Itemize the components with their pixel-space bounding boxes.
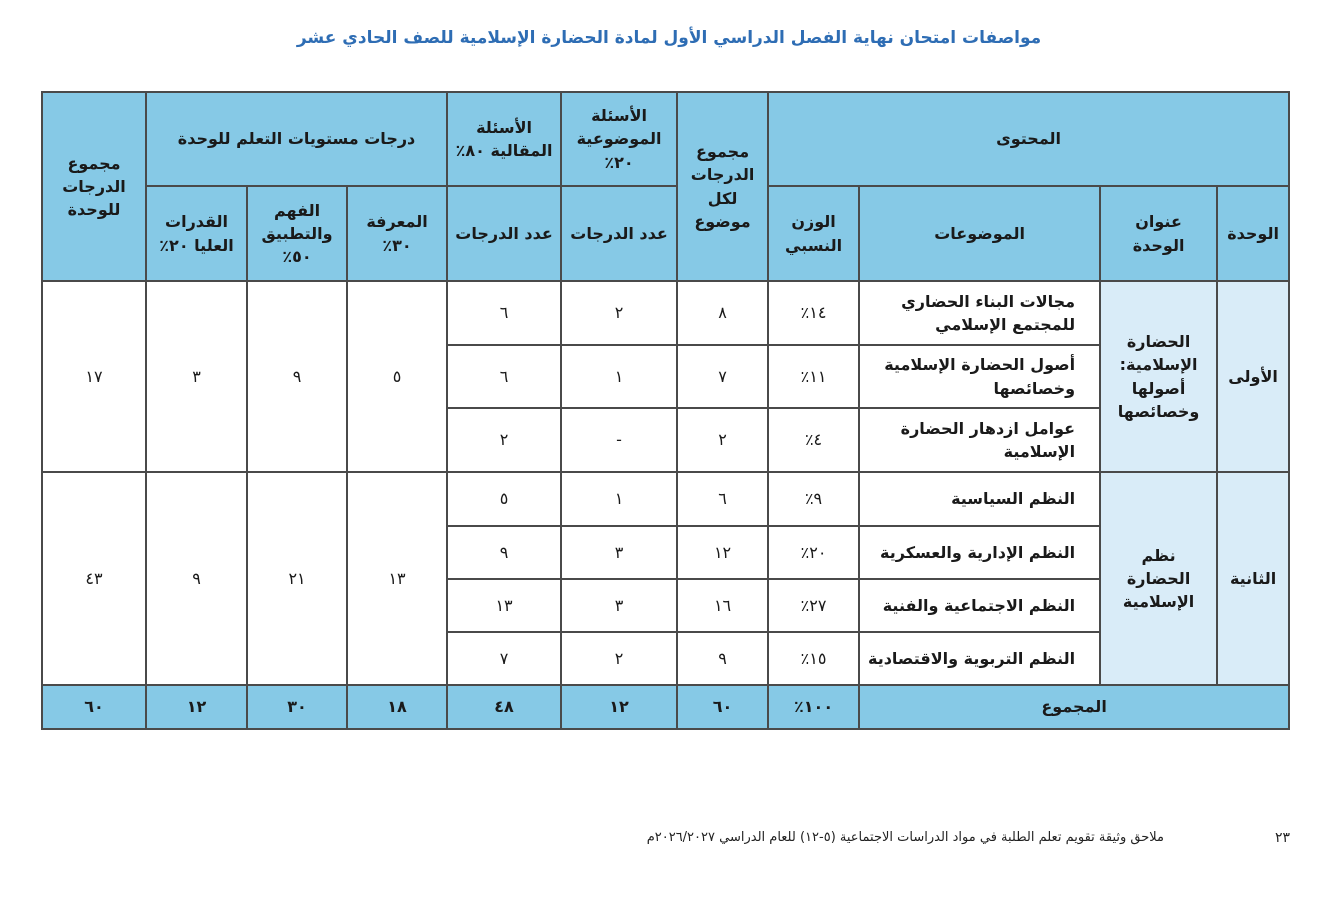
topic-weight: ٢٠٪	[768, 526, 859, 579]
totals-understanding: ٣٠	[247, 685, 347, 729]
topic-name: مجالات البناء الحضاري للمجتمع الإسلامي	[859, 281, 1100, 345]
unit-name: الأولى	[1217, 281, 1289, 472]
topic-weight: ١١٪	[768, 345, 859, 408]
unit-higher: ٣	[146, 281, 247, 472]
unit-higher: ٩	[146, 472, 247, 685]
header-topics: الموضوعات	[859, 186, 1100, 281]
totals-essay: ٤٨	[447, 685, 561, 729]
topic-total: ٧	[677, 345, 768, 408]
page-title: مواصفات امتحان نهاية الفصل الدراسي الأول لمادة الحضارة الإسلامية للصف الحادي عشر	[296, 28, 1042, 48]
header-knowledge: المعرفة ٣٠٪	[347, 186, 447, 281]
unit-title: الحضارة الإسلامية: أصولها وخصائصها	[1100, 281, 1217, 472]
header-essay: الأسئلة المقالية ٨٠٪	[447, 92, 561, 186]
header-objective-count: عدد الدرجات	[561, 186, 677, 281]
topic-objective: ٣	[561, 579, 677, 632]
header-higher: القدرات العليا ٢٠٪	[146, 186, 247, 281]
header-unit: الوحدة	[1217, 186, 1289, 281]
topic-objective: ٣	[561, 526, 677, 579]
header-objective: الأسئلة الموضوعية ٢٠٪	[561, 92, 677, 186]
topic-total: ١٦	[677, 579, 768, 632]
topic-weight: ٩٪	[768, 472, 859, 526]
unit-name: الثانية	[1217, 472, 1289, 685]
topic-name: النظم السياسية	[859, 472, 1100, 526]
header-unit-total: مجموع الدرجات للوحدة	[42, 92, 146, 281]
topic-total: ٦	[677, 472, 768, 526]
topic-essay: ٦	[447, 281, 561, 345]
totals-higher: ١٢	[146, 685, 247, 729]
totals-weight: ١٠٠٪	[768, 685, 859, 729]
footer-text: ملاحق وثيقة تقويم تعلم الطلبة في مواد الدراسات الاجتماعية (٥-١٢) للعام الدراسي ٢٠٢٦/٢٠٢٧م	[646, 830, 1164, 845]
table-row	[42, 281, 1289, 345]
topic-essay: ١٣	[447, 579, 561, 632]
topic-total: ٩	[677, 632, 768, 685]
exam-spec-table	[41, 91, 1290, 730]
unit-total: ٤٣	[42, 472, 146, 685]
header-total-per-topic: مجموع الدرجات لكل موضوع	[677, 92, 768, 281]
unit-knowledge: ١٣	[347, 472, 447, 685]
header-weight: الوزن النسبي	[768, 186, 859, 281]
topic-objective: ١	[561, 472, 677, 526]
totals-unit-total: ٦٠	[42, 685, 146, 729]
topic-essay: ٦	[447, 345, 561, 408]
header-understanding: الفهم والتطبيق ٥٠٪	[247, 186, 347, 281]
table-row	[42, 472, 1289, 526]
topic-weight: ١٥٪	[768, 632, 859, 685]
topic-essay: ٢	[447, 408, 561, 472]
topic-essay: ٩	[447, 526, 561, 579]
topic-total: ١٢	[677, 526, 768, 579]
topic-name: عوامل ازدهار الحضارة الإسلامية	[859, 408, 1100, 472]
topic-objective: -	[561, 408, 677, 472]
topic-name: النظم الإدارية والعسكرية	[859, 526, 1100, 579]
header-content: المحتوى	[768, 92, 1289, 186]
unit-knowledge: ٥	[347, 281, 447, 472]
header-essay-count: عدد الدرجات	[447, 186, 561, 281]
header-unit-title: عنوان الوحدة	[1100, 186, 1217, 281]
topic-objective: ٢	[561, 632, 677, 685]
unit-total: ١٧	[42, 281, 146, 472]
totals-knowledge: ١٨	[347, 685, 447, 729]
topic-name: النظم الاجتماعية والفنية	[859, 579, 1100, 632]
topic-total: ٢	[677, 408, 768, 472]
unit-understanding: ٩	[247, 281, 347, 472]
unit-title: نظم الحضارة الإسلامية	[1100, 472, 1217, 685]
unit-understanding: ٢١	[247, 472, 347, 685]
topic-weight: ١٤٪	[768, 281, 859, 345]
topic-essay: ٧	[447, 632, 561, 685]
topic-essay: ٥	[447, 472, 561, 526]
topic-total: ٨	[677, 281, 768, 345]
topic-objective: ٢	[561, 281, 677, 345]
totals-total: ٦٠	[677, 685, 768, 729]
topic-objective: ١	[561, 345, 677, 408]
totals-objective: ١٢	[561, 685, 677, 729]
header-levels: درجات مستويات التعلم للوحدة	[146, 92, 447, 186]
topic-name: النظم التربوية والاقتصادية	[859, 632, 1100, 685]
topic-weight: ٢٧٪	[768, 579, 859, 632]
totals-row	[42, 685, 1289, 729]
page-number: ٢٣	[1274, 830, 1290, 846]
topic-name: أصول الحضارة الإسلامية وخصائصها	[859, 345, 1100, 408]
topic-weight: ٤٪	[768, 408, 859, 472]
totals-label: المجموع	[859, 685, 1289, 729]
